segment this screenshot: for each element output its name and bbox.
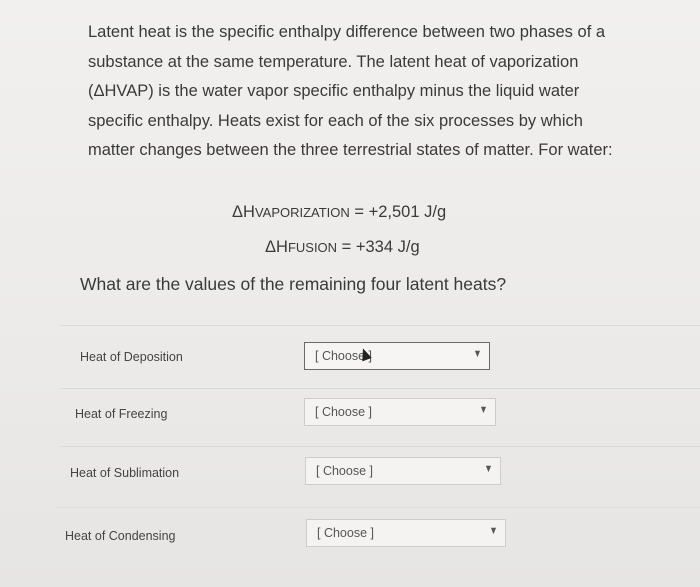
chevron-down-icon: ▼ (473, 348, 482, 360)
formula-fus-subscript: FUSION (287, 240, 338, 255)
chevron-down-icon: ▼ (489, 525, 498, 537)
formula-fusion (265, 238, 420, 257)
label-heat-of-freezing: Heat of Freezing (75, 407, 168, 421)
divider (60, 446, 700, 447)
select-value: [ Choose ] (315, 405, 372, 419)
select-heat-of-sublimation[interactable] (305, 457, 501, 485)
divider (60, 325, 700, 326)
divider (55, 507, 700, 508)
label-heat-of-deposition: Heat of Deposition (80, 350, 183, 364)
formula-fus-value: = +334 J/g (337, 238, 420, 256)
label-heat-of-condensing: Heat of Condensing (65, 529, 176, 543)
select-heat-of-deposition[interactable] (304, 342, 490, 370)
chevron-down-icon: ▼ (479, 404, 488, 416)
select-heat-of-freezing[interactable] (304, 398, 496, 426)
divider (60, 388, 700, 389)
question-paragraph: Latent heat is the specific enthalpy difference between two phases of a substance at the same temperature. The latent heat of vaporization (ΔHVAP) is the water vapor specific enthalpy minus the liquid water specific enthalpy. Heats exist for each of the six processes by which matter changes between the three terrestrial states of matter. For water: (88, 23, 613, 159)
select-value: [ Choose ] (315, 349, 372, 363)
select-value: [ Choose ] (317, 526, 374, 540)
label-heat-of-sublimation: Heat of Sublimation (70, 466, 180, 480)
formula-vap-value: = +2,501 J/g (349, 203, 447, 221)
chevron-down-icon: ▼ (484, 463, 493, 475)
question-prompt: What are the values of the remaining four latent heats? (80, 274, 507, 294)
formula-vaporization (232, 203, 446, 222)
formula-vap-subscript: VAPORIZATION (254, 205, 350, 220)
formula-vap-prefix: ΔH (232, 203, 255, 221)
formula-fus-prefix: ΔH (265, 238, 288, 256)
select-heat-of-condensing[interactable] (306, 519, 506, 547)
select-value: [ Choose ] (316, 464, 373, 478)
